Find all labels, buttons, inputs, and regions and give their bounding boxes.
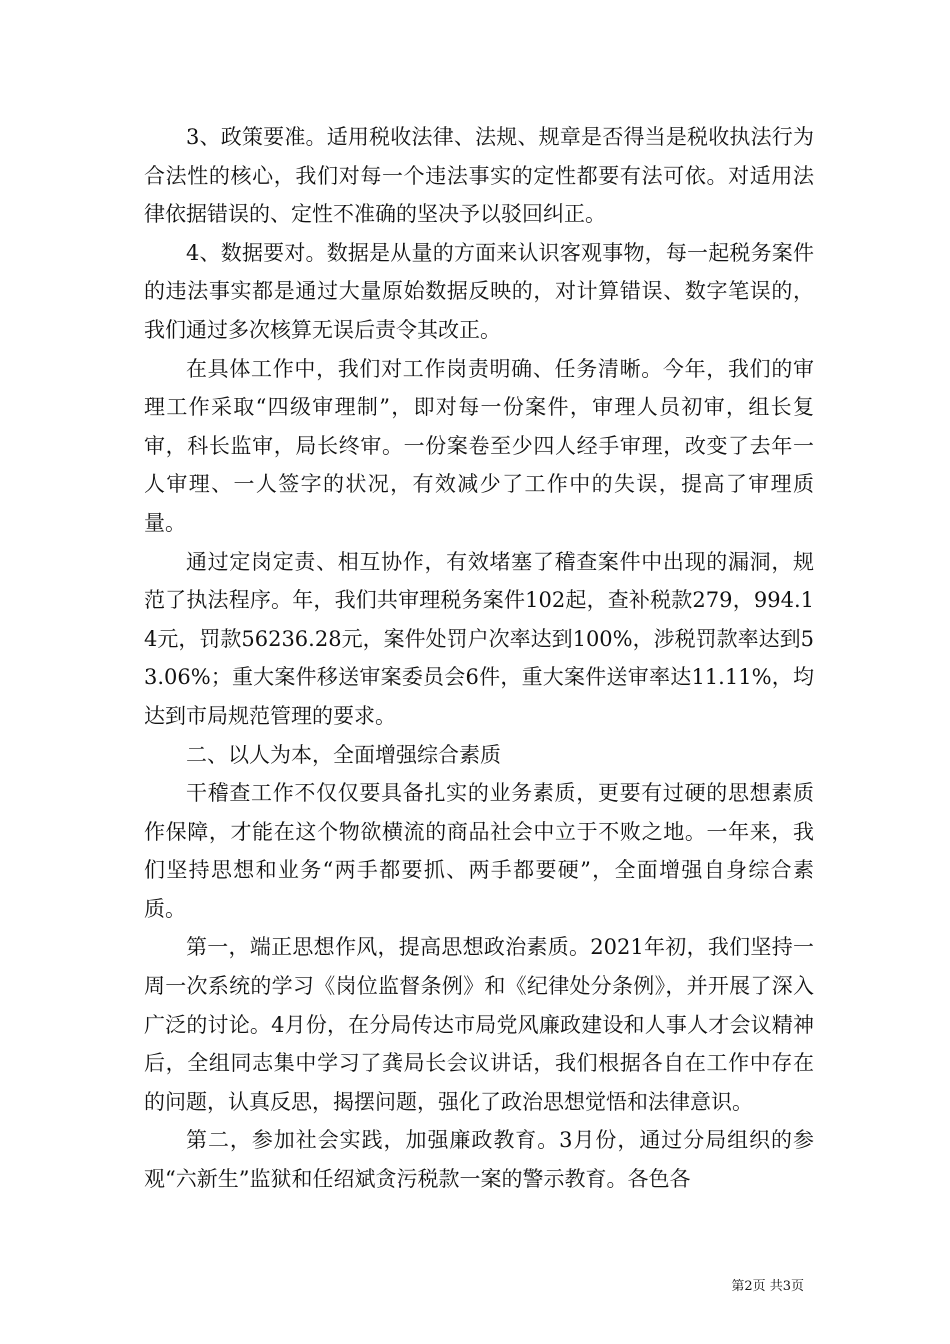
- paragraph-quality-intro: 干稽查工作不仅仅要具备扎实的业务素质，更要有过硬的思想素质作保障，才能在这个物欲横流的商品社会中立于不败之地。一年来，我们坚持思想和业务“两手都要抓、两手都要硬”，全面增强自身综合素质。: [144, 781, 814, 921]
- paragraph-data: 4、数据要对。数据是从量的方面来认识客观事物，每一起税务案件的违法事实都是通过大量原始数据反映的，对计算错误、数字笔误的，我们通过多次核算无误后责令其改正。: [144, 240, 814, 342]
- document-body: [144, 118, 814, 1199]
- paragraph-statistics: 通过定岗定责、相互协作，有效堵塞了稽查案件中出现的漏洞，规范了执法程序。年，我们共审理税务案件102起，查补税款279，994.14元，罚款56236.28元，案件处罚户次率达到100%，涉税罚款率达到53.06%；重大案件移送审案委员会6件，重大案件送审率达11.11%，均达到市局规范管理的要求。: [144, 549, 814, 728]
- page-number: 第2页 共3页: [731, 1279, 804, 1294]
- paragraph-first-point: 第一，端正思想作风，提高思想政治素质。2021年初，我们坚持一周一次系统的学习《岗位监督条例》和《纪律处分条例》，并开展了深入广泛的讨论。4月份，在分局传达市局党风廉政建设和人事人才会议精神后，全组同志集中学习了龚局长会议讲话，我们根据各自在工作中存在的问题，认真反思，揭摆问题，强化了政治思想觉悟和法律意识。: [144, 935, 814, 1114]
- section-heading: 二、以人为本，全面增强综合素质: [186, 742, 501, 767]
- paragraph-review-system: 在具体工作中，我们对工作岗责明确、任务清晰。今年，我们的审理工作采取“四级审理制”，即对每一份案件，审理人员初审，组长复审，科长监审，局长终审。一份案卷至少四人经手审理，改变了去年一人审理、一人签字的状况，有效减少了工作中的失误，提高了审理质量。: [144, 356, 814, 535]
- paragraph-policy: 3、政策要准。适用税收法律、法规、规章是否得当是税收执法行为合法性的核心，我们对每一个违法事实的定性都要有法可依。对适用法律依据错误的、定性不准确的坚决予以驳回纠正。: [144, 125, 814, 227]
- paragraph-second-point: 第二，参加社会实践，加强廉政教育。3月份，通过分局组织的参观“六新生”监狱和任绍斌贪污税款一案的警示教育。各色各: [144, 1128, 814, 1192]
